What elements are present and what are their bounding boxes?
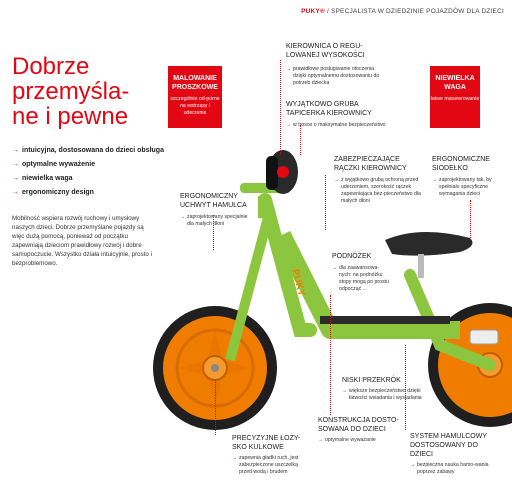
feature-grips [334,155,424,205]
feature-label: ERGONOMICZNE SIODEŁKO [432,156,490,172]
feature-brake-grip [180,192,252,228]
arrow-icon: → [286,66,292,72]
leader-line [280,60,281,155]
arrow-icon: → [286,122,292,128]
callout-low-weight [430,66,480,128]
feature-note: → zaprojektowany tak, by spełniało specyficzne wymagania dzieci [432,177,492,197]
leader-line [215,380,216,435]
title-line-2: przemyśla- [12,78,130,105]
arrow-icon: → [410,462,416,468]
feature-note: → większe bezpieczeństwo dzięki łatwości wsiadania i wysiadania [342,388,422,401]
feature-label: NISKI PRZEKRÓK [342,377,401,384]
leader-line [325,175,326,230]
feature-padding [286,100,386,129]
callout-note: szczególnie od-porne na wstrząsy i uderzenia [170,96,220,116]
feature-footrest [332,252,390,293]
title-line-3: ne i pewne [12,103,129,130]
description-text: Mobilność wspiera rozwój ruchowy i umysłowy naszych dzieci. Dobrze przemyślane pojazdy są więc dużą pomocą, ponieważ od początku zapewniają dzieciom prawidłowy rozwój i dobre samopoczucie. Wszystko działa intuicyjnie, prosto i bezproblemowo. [12,215,152,267]
svg-text:PUKY: PUKY [289,267,307,298]
callout-title: MALOWANIE PROSZKOWE [172,75,218,91]
arrow-icon: → [334,177,340,183]
feature-note: → z wyjątkowo grubą ochroną przed uderzeniem, szerokość rączek zapewniająca bez-pieczeństwo dla małych dłoni [334,177,421,204]
feature-label: SYSTEM HAMULCOWY DOSTOSOWANY DO DZIECI [410,433,487,458]
leader-line [470,200,471,240]
arrow-icon: → [318,437,324,443]
feature-note: → optymalne wyważanie [318,437,376,443]
leader-line [300,125,301,155]
feature-note: → prawidłowe posługiwanie otoczenia dzięki optymalnemu dostosowaniu do potrzeb dziecka [286,66,380,86]
bullet-text: optymalne wyważenie [22,161,96,168]
arrow-icon: → [342,388,348,394]
feature-label: ZABEZPIECZAJĄCE RĄCZKI KIEROWNICY [334,156,407,172]
feature-bearings [232,434,304,476]
callout-powder-coating [168,66,222,128]
feature-note: → zapewnia gładki ruch, jest zabezpieczone uszczelką przed wodą i brudem [232,455,299,475]
feature-frame [318,416,404,444]
feature-label: KIEROWNICA O REGU-LOWANEJ WYSOKOŚCI [286,43,365,59]
title-line-1: Dobrze [12,53,90,80]
brand-name: PUKY® [301,8,325,15]
arrow-icon: → [432,177,438,183]
arrow-icon: → [232,455,238,461]
bullet-text: intuicyjna, dostosowana do dzieci obsługa [22,147,164,154]
feature-low-step [342,376,422,402]
feature-label: PODNÓŻEK [332,253,372,260]
feature-brake-system [410,432,500,476]
feature-saddle [432,155,510,198]
feature-note: → w trosce o maksymalne bezpieczeństwo [286,122,386,128]
header-sep: / [326,8,331,15]
callout-title: NIEWIELKA WAGA [435,75,475,91]
feature-label: KONSTRUKCJA DOSTO-SOWANA DO DZIECI [318,417,399,433]
feature-note: → bezpieczna nauka hamo-wania poprzez zabawy [410,462,489,475]
feature-label: PRECYZYJNE ŁOŻY-SKO KULKOWE [232,435,301,451]
feature-note: → dla zaawansowa-nych: na podnóżku stopy mogą po prostu odpocząć ... [332,265,389,292]
leader-line [330,295,331,415]
arrow-icon: → [180,214,186,220]
feature-label: ERGONOMICZNY UCHWYT HAMULCA [180,193,247,209]
feature-handlebar [286,42,386,87]
arrow-icon: → [332,265,338,271]
feature-note: → zaprojektowany specjalnie dla małych dłoni [180,214,248,227]
callout-note: łatwe manewrowanie [430,96,480,102]
bullet-text: niewielka waga [22,175,73,182]
arrow-icon: → [12,175,19,182]
seat [385,232,472,278]
arrow-icon: → [12,161,19,168]
bullet-text: ergonomiczny design [22,189,94,196]
leader-line [405,345,406,430]
feature-label: WYJĄTKOWO GRUBA TAPICERKA KIEROWNICY [286,101,372,117]
header-tagline: SPECJALISTA W DZIEDZINIE POJAZDÓW DLA DZIECI [330,8,504,15]
arrow-icon: → [12,189,19,196]
arrow-icon: → [12,147,19,154]
leader-line [213,215,214,250]
